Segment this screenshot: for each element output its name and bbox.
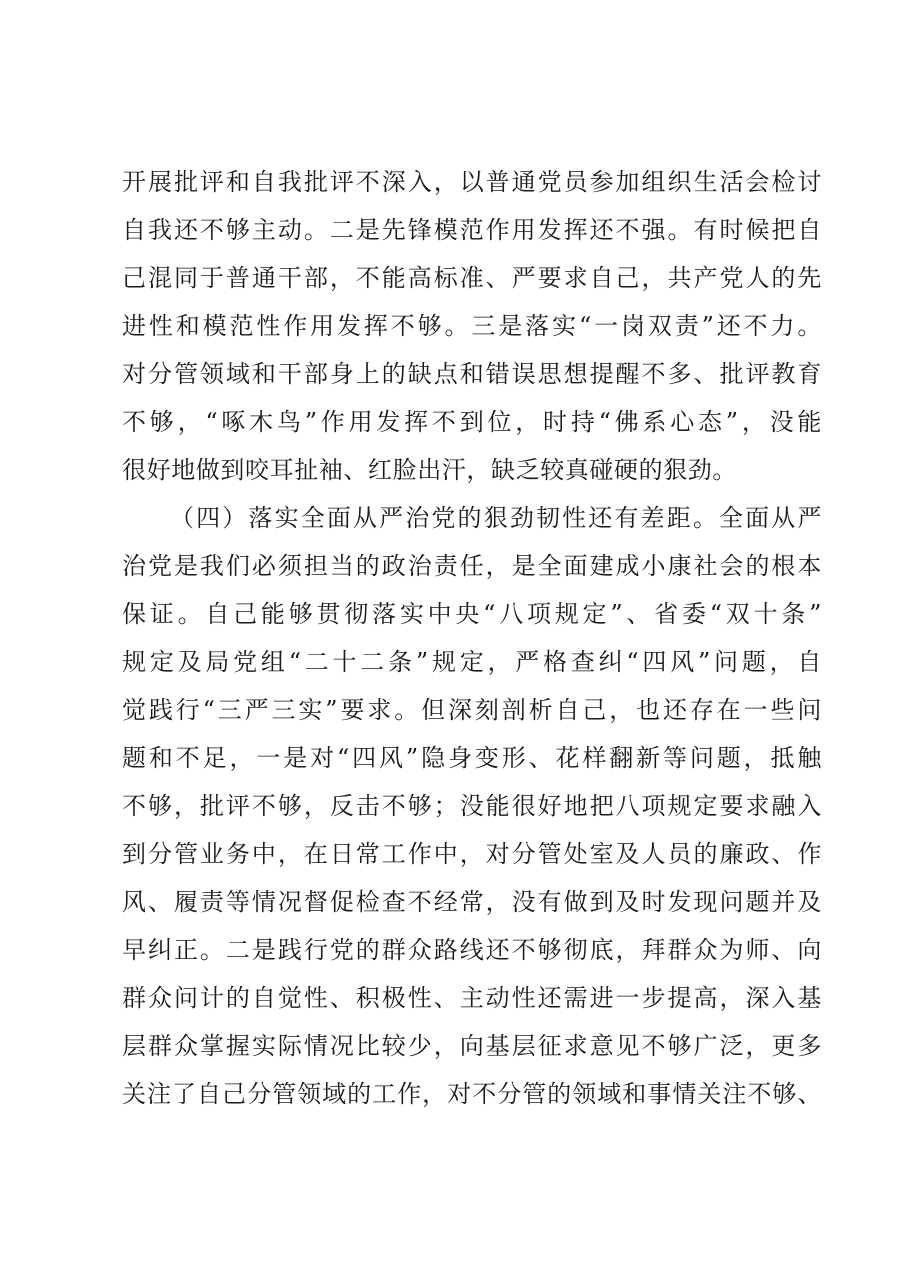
paragraph-line: 早纠正。二是践行党的群众路线还不够彻底，拜群众为师、向	[122, 936, 822, 964]
paragraph-line: 不够，批评不够，反击不够；没能很好地把八项规定要求融入	[122, 792, 822, 820]
paragraph-line: 风、履责等情况督促检查不经常，没有做到及时发现问题并及	[122, 888, 822, 916]
paragraph-line: 群众问计的自觉性、积极性、主动性还需进一步提高，深入基	[122, 984, 822, 1012]
paragraph-line: 开展批评和自我批评不深入，以普通党员参加组织生活会检讨	[122, 168, 822, 196]
paragraph-line: 到分管业务中，在日常工作中，对分管处室及人员的廉政、作	[122, 840, 822, 868]
paragraph-line: 觉践行“三严三实”要求。但深刻剖析自己，也还存在一些问	[122, 696, 822, 724]
paragraph-line: 对分管领域和干部身上的缺点和错误思想提醒不多、批评教育	[122, 360, 822, 388]
paragraph-line: 关注了自己分管领域的工作，对不分管的领域和事情关注不够、	[122, 1080, 822, 1108]
paragraph-line: 规定及局党组“二十二条”规定，严格查纠“四风”问题，自	[122, 648, 822, 676]
paragraph-line: 治党是我们必须担当的政治责任，是全面建成小康社会的根本	[122, 552, 822, 580]
paragraph-line: 很好地做到咬耳扯袖、红脸出汗，缺乏较真碰硬的狠劲。	[122, 456, 737, 484]
paragraph-line: 保证。自己能够贯彻落实中央“八项规定”、省委“双十条”	[122, 600, 822, 628]
paragraph-line: 不够，“啄木鸟”作用发挥不到位，时持“佛系心态”，没能	[122, 408, 822, 436]
paragraph-line: 题和不足，一是对“四风”隐身变形、花样翻新等问题，抵触	[122, 744, 822, 772]
paragraph-line: 层群众掌握实际情况比较少，向基层征求意见不够广泛，更多	[122, 1032, 822, 1060]
paragraph-line: 进性和模范性作用发挥不够。三是落实“一岗双责”还不力。	[122, 312, 822, 340]
paragraph-line: 自我还不够主动。二是先锋模范作用发挥还不强。有时候把自	[122, 216, 822, 244]
section-heading-line: （四）落实全面从严治党的狠劲韧性还有差距。全面从严	[170, 504, 822, 532]
paragraph-line: 己混同于普通干部，不能高标准、严要求自己，共产党人的先	[122, 264, 822, 292]
